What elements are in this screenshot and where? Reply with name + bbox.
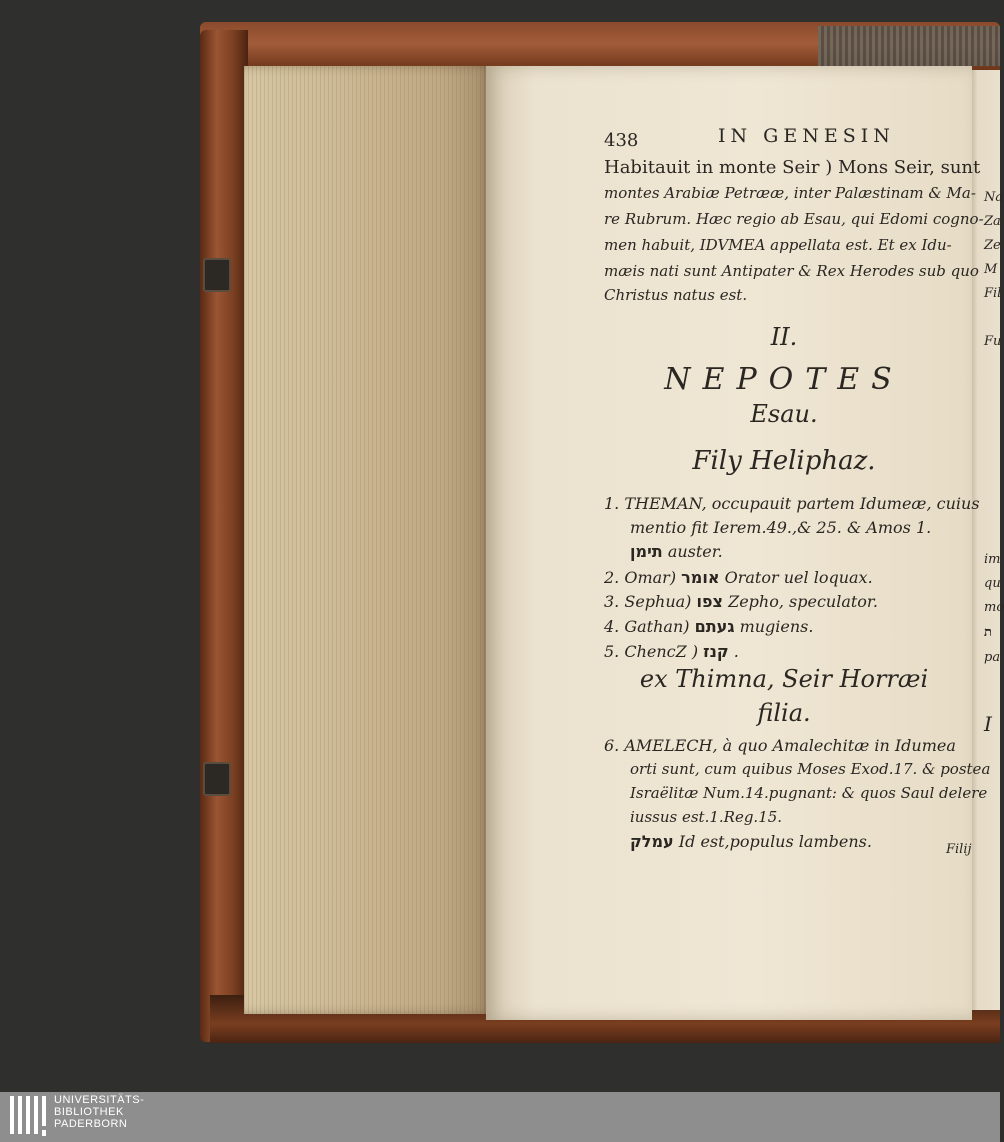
- gloss: Orator uel loquax.: [724, 568, 873, 587]
- list-item: 1. THEMAN, occupauit partem Idumeæ, cuius: [604, 494, 980, 513]
- item-label: 3. Sephua): [604, 592, 692, 611]
- footer-bar: [0, 1092, 1000, 1142]
- running-head: IN GENESIN: [718, 125, 895, 147]
- next-page-fragment: Fu: [984, 334, 1002, 349]
- logo-text-line: BIBLIOTHEK: [54, 1106, 124, 1118]
- item-label: 4. Gathan): [604, 617, 690, 636]
- gloss: Zepho, speculator.: [728, 592, 878, 611]
- item-label: 2. Omar): [604, 568, 677, 587]
- logo-text-line: PADERBORN: [54, 1118, 128, 1130]
- next-page-fragment: ת: [984, 625, 992, 640]
- book-spine: [200, 30, 248, 1042]
- next-page-fragment: I: [984, 712, 992, 736]
- intro-line: Christus natus est.: [604, 286, 748, 304]
- list-item: [604, 617, 813, 636]
- next-page-fragment: im: [984, 552, 1001, 567]
- group-heading: ex Thimna, Seir Horræi: [639, 665, 929, 693]
- library-logo-icon: [8, 1094, 50, 1140]
- next-page-fragment: pa: [984, 650, 1001, 665]
- logo-text-line: UNIVERSITÄTS-: [54, 1094, 145, 1106]
- hebrew-word: אומר: [681, 568, 720, 587]
- list-item: mentio fit Ierem.49.,& 25. & Amos 1.: [630, 518, 932, 537]
- next-page-fragment: Fil: [984, 286, 1002, 301]
- next-page-fragment: Na: [984, 190, 1004, 205]
- page-number: 438: [604, 130, 639, 151]
- list-item: [604, 568, 873, 587]
- list-item: iussus est.1.Reg.15.: [630, 808, 783, 826]
- intro-line: montes Arabiæ Petrææ, inter Palæstinam & Ma-: [604, 184, 976, 202]
- gloss: mugiens.: [739, 617, 814, 636]
- intro-line: Habitauit in monte Seir ) Mons Seir, sunt: [604, 157, 981, 178]
- list-item: [604, 642, 739, 661]
- catchword: Filij: [946, 842, 972, 857]
- page-fore-edge: [244, 66, 492, 1014]
- section-number: II.: [770, 323, 798, 351]
- next-page-fragment: Ze: [984, 238, 1001, 253]
- intro-line: men habuit, IDVMEA appellata est. Et ex Idu-: [604, 236, 952, 254]
- list-item: [604, 592, 878, 611]
- hebrew-word: תימן: [630, 542, 663, 561]
- section-title: NEPOTES: [664, 362, 904, 397]
- group-heading-cont: filia.: [757, 699, 811, 727]
- hebrew-word: עמלק: [630, 832, 674, 851]
- list-item: Israëlitæ Num.14.pugnant: & quos Saul delere: [630, 784, 988, 802]
- intro-line: re Rubrum. Hæc regio ab Esau, qui Edomi cogno-: [604, 210, 984, 228]
- intro-line: mæis nati sunt Antipater & Rex Herodes sub quo: [604, 262, 979, 280]
- next-page-fragment: Za: [984, 214, 1001, 229]
- gloss: Id est,populus lambens.: [678, 832, 872, 851]
- next-page-fragment: qu: [984, 576, 1001, 591]
- next-page-fragment: M: [984, 262, 998, 277]
- hebrew-word: קנז: [703, 642, 729, 661]
- next-page-fragment: mo: [984, 600, 1004, 615]
- section-subtitle: Esau.: [750, 400, 818, 428]
- hebrew-word: צפו: [696, 592, 723, 611]
- hebrew-word: געתם: [694, 617, 735, 636]
- clasp-bottom: [203, 762, 231, 796]
- group-heading: Fily Heliphaz.: [692, 446, 876, 476]
- list-item: [630, 832, 872, 851]
- item-label: 5. ChencZ ): [604, 642, 699, 661]
- list-item: orti sunt, cum quibus Moses Exod.17. & postea: [630, 760, 991, 778]
- list-item: 6. AMELECH, à quo Amalechitæ in Idumea: [604, 736, 956, 755]
- clasp-top: [203, 258, 231, 292]
- gloss: .: [733, 642, 739, 661]
- next-page-edge: [818, 26, 1000, 66]
- gloss: auster.: [667, 542, 723, 561]
